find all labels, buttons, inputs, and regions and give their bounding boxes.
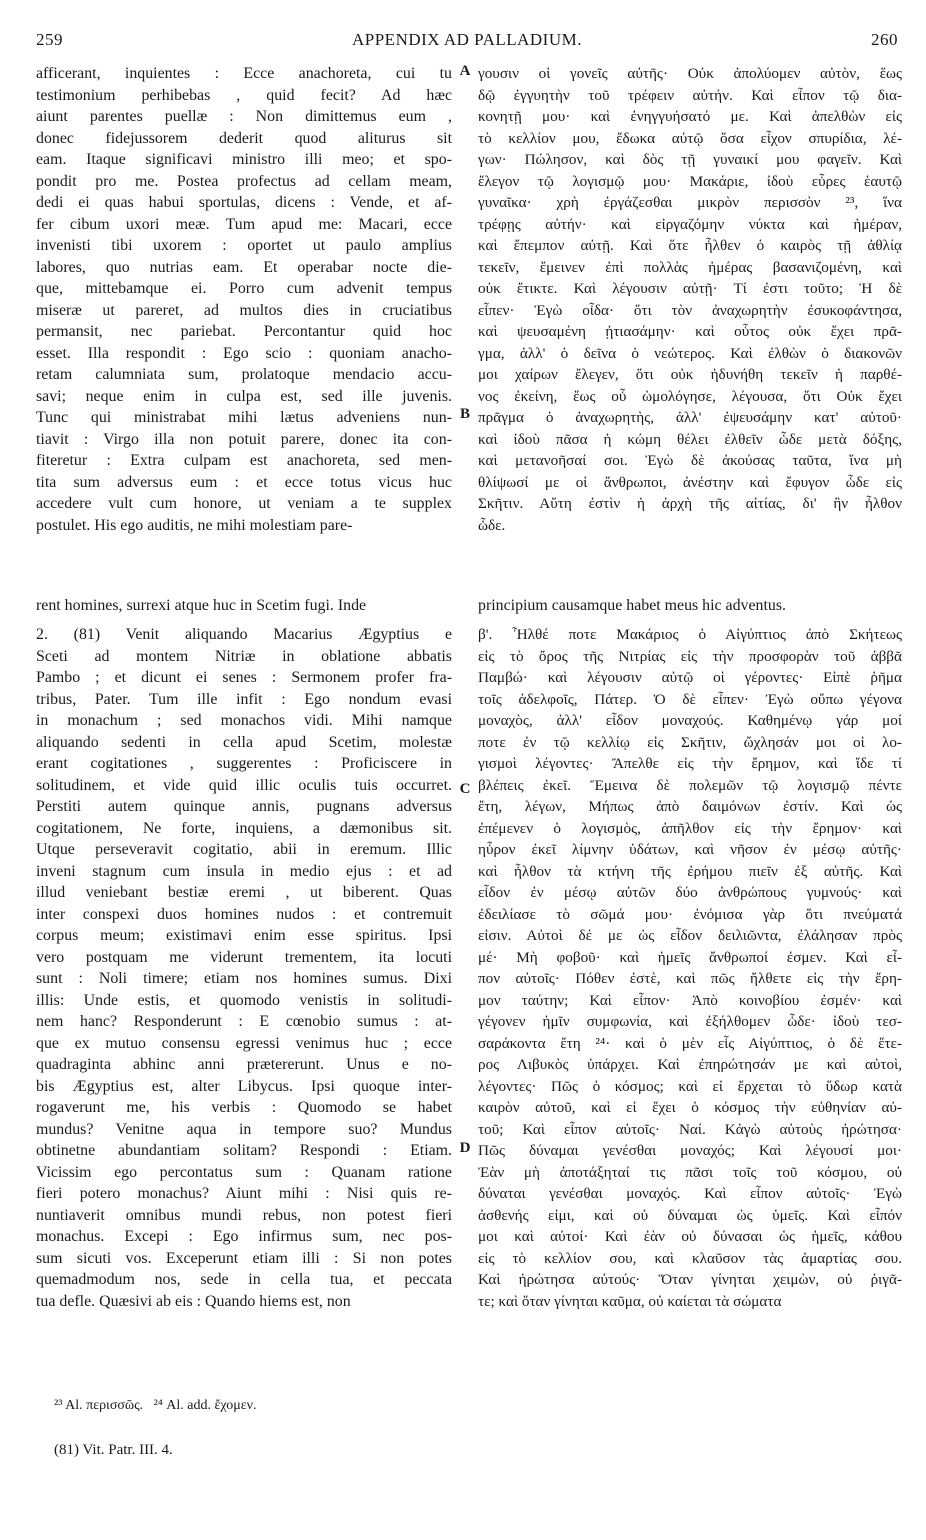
greek-column-bottom [478, 624, 902, 1312]
latin-text-line: illud veniebant bestiæ eremi , ut biberent. Quas [36, 884, 452, 901]
latin-text-line: tita sum adversus eum : et ecce totus vicus huc [36, 473, 452, 491]
latin-text-line: aiunt parentes puellæ : Non dimittemus eum , [36, 108, 452, 125]
latin-text-line: donec fidejussorem dederit quod aliturus sit [36, 129, 452, 147]
greek-text-line: ρος Λιβυκὸς ὑπάρχει. Καὶ ἐπηρώτησάν με καὶ αὐτοὶ, [478, 1056, 902, 1073]
latin-text-line: Vicissim ego percontatus sum : Quanam ratione [36, 1163, 452, 1181]
greek-text-line: γων· Πώλησον, καὶ δὸς τῇ γυναικί μου φαγεῖν. Καὶ [478, 151, 902, 168]
greek-text-line: Πῶς δύναμαι γενέσθαι μοναχός; Καὶ λέγουσί μοι· [478, 1142, 902, 1159]
latin-text-line: inveni stagnum cum insula in medio ejus : et ad [36, 862, 452, 880]
greek-text-line: μοναχὸς, ἀλλ' εἶδον μοναχούς. Καθημένῳ γάρ μοί [478, 712, 902, 729]
greek-text-line: γισμοὶ λέγοντες· Ἄπελθε εἰς τὴν ἔρημον, καὶ ἴδε τί [478, 755, 902, 772]
latin-text-line: pondit pro me. Postea profectus ad cellam meam, [36, 172, 452, 190]
greek-text-line: τεκεῖν, ἔμεινεν ἐπὶ πολλὰς ἡμέρας βασανιζομένη, καὶ [478, 258, 902, 276]
latin-text-line: illis: Unde estis, et quomodo venistis in solitudi- [36, 991, 452, 1009]
page-number-left: 259 [36, 30, 63, 49]
greek-text-line: ἔτη, λέγων, Μήπως ἀπὸ δαιμόνων ἐστίν. Καὶ ὡς [478, 798, 902, 815]
latin-text-line: eam. Itaque significavi ministro illi meo; et spo- [36, 151, 452, 168]
greek-text-line: τοῦ; Καὶ εἶπον αὐτοῖς· Ναί. Κἀγὼ αὐτοὺς ἠρώτησα· [478, 1120, 902, 1138]
latin-text-line: vero postquam me viderunt trementem, ita locuti [36, 948, 452, 966]
margin-marker-b: B [459, 406, 470, 422]
greek-text-line: νος ἐκείνη, ἕως οὗ ὡμολόγησε, λέγουσα, ὅτι Οὐκ ἔχει [478, 387, 902, 405]
greek-text-line: Σκῆτιν. Αὕτη ἐστὶν ἡ ἀρχὴ τῆς αἰτίας, δι' ἣν ἦλθον [478, 495, 902, 512]
greek-text-line: εἶπεν· Ἐγὼ οἶδα· ὅτι τὸν ἀναχωρητὴν ἐσυκοφάντησα, [478, 301, 902, 319]
greek-text-line: βλέπεις ἐκεῖ. Ἔμεινα δὲ πολεμῶν τῷ λογισμῷ πέντε [478, 776, 902, 794]
greek-text-line: μέ· Μὴ φοβοῦ· καὶ ἡμεῖς ἄνθρωποί ἐσμεν. Καὶ εἶ- [478, 948, 902, 966]
latin-text-line: que ex mutuo consensu egressi venimus huc ; ecce [36, 1034, 452, 1052]
latin-text-line: fieri potero monachus? Aiunt mihi : Nisi quis re- [36, 1185, 452, 1202]
latin-text-line: dedi ei quas habui sportulas, dicens : Vende, et af- [36, 194, 452, 211]
latin-text-line: Utque perseveravit cogitatio, abii in eremum. Illic [36, 841, 452, 858]
latin-text-line: esset. Illa respondit : Ego scio : quoniam anacho- [36, 344, 452, 362]
latin-text-line: testimonium perhibebas , quid fecit? Ad hæc [36, 86, 452, 104]
greek-text-line: ἀσθενής εἰμι, καὶ οὐ δύναμαι ὡς ὑμεῖς. Καὶ εἶπόν [478, 1206, 902, 1224]
running-header [36, 30, 898, 56]
greek-text-line: οὐκ ἔτικτε. Καὶ λέγουσιν αὐτῇ· Τί ἐστι τοῦτο; Ἡ δὲ [478, 280, 902, 297]
latin-text-line: labores, quo nutrias eam. Et operabar nocte die- [36, 258, 452, 276]
greek-text-line: Παμβώ· καὶ λέγουσιν αὐτῷ οἱ γέροντες· Εἰπὲ ῥῆμα [478, 669, 902, 686]
latin-text-line: retam calumniata sum, prolatoque mendacio accu- [36, 366, 452, 383]
latin-text-line: tribus, Pater. Tum ille infit : Ego nondum evasi [36, 690, 452, 708]
latin-text-line: inter conspexi duos homines nudos : et contremuit [36, 905, 452, 923]
greek-text-line: γουσιν οἱ γονεῖς αὐτῆς· Οὐκ ἀπολύομεν αὐτὸν, ἕως [478, 65, 902, 82]
greek-text-line: τὸ κελλίον μου, ἔδωκα αὐτῷ ὅσα εἶχον σπυρίδια, λέ- [478, 129, 902, 147]
greek-text-line: δύναται γενέσθαι μοναχός. Καὶ εἶπον αὐτοῖς· Ἐγὼ [478, 1185, 902, 1202]
latin-text-line: fiteretur : Extra culpam est anachoreta, sed men- [36, 452, 452, 469]
footnote-variants: ²³ Al. περισσῶς. ²⁴ Al. add. ἔχομεν. [54, 1398, 257, 1413]
greek-text-line: τρέφῃς αὐτήν· καὶ εἰργαζόμην νύκτα καὶ ἡμέραν, [478, 215, 902, 233]
latin-text-line: permansit, nec pariebat. Percontantur quid hoc [36, 323, 452, 340]
greek-text-line: μοι χαίρων ἔλεγεν, ὅτι οὐκ ἠδυνήθη τεκεῖν ἡ παρθέ- [478, 366, 902, 383]
margin-marker-c: C [459, 781, 471, 797]
latin-text-line: Pambo ; et dicunt ei senes : Sermonem profer fra- [36, 669, 452, 686]
greek-text-line: Καὶ ἠρώτησα αὐτούς· Ὅταν γίνηται χειμὼν, οὐ ῥιγᾶ- [478, 1271, 902, 1288]
greek-text-line: μοι καὶ αὐτοί· Καὶ ἐὰν οὐ δύνασαι ὡς ἡμεῖς, κάθου [478, 1228, 902, 1245]
greek-text-line: γέγονεν ἡμῖν συμφωνία, καὶ ἐξήλθομεν ὧδε· ἰδοὺ τεσ- [478, 1013, 902, 1030]
latin-text-line: nem hanc? Responderunt : E cœnobio sumus : at- [36, 1013, 452, 1030]
latin-text-line: erant cogitationes , suggerentes : Proficiscere in [36, 755, 452, 772]
latin-text-line: in monachum ; sed monachos vidi. Mihi namque [36, 712, 452, 729]
latin-text-line: cogitationem, Ne forte, inquiens, a dæmonibus sit. [36, 819, 452, 837]
greek-text-line: ἔλεγον τῷ λογισμῷ μου· Μακάριε, ἰδοὺ εὗρες ἑαυτῷ [478, 172, 902, 190]
greek-text-line: σαράκοντα ἔτη ²⁴· καὶ ὁ μὲν εἷς Αἰγύπτιος, ὁ δὲ ἕτε- [478, 1034, 902, 1052]
greek-text-line: κονητῇ μου· καὶ ἐνηγγυήσατό με. Καὶ ἀπελθὼν εἰς [478, 108, 902, 125]
margin-marker-a: A [459, 63, 471, 79]
greek-text-line: καὶ ψευσαμένη ᾐτιασάμην· καὶ οὗτος οὐκ ἔχει πρᾶ- [478, 323, 902, 340]
greek-text-line: καὶ ἔπεμπον αὐτῇ. Καὶ ὅτε ἦλθεν ὁ καιρὸς τῇ ἀθλίᾳ [478, 237, 902, 254]
latin-text-line: bis Ægyptius est, alter Libycus. Ipsi quoque inter- [36, 1077, 452, 1095]
latin-text-line: accedere vult cum honore, ut veniam a te supplex [36, 495, 452, 512]
latin-text-line: tiavit : Virgo illa non potuit parere, donec ita con- [36, 430, 452, 448]
greek-text-line: ηὗρον ἐκεῖ λίμνην ὑδάτων, καὶ νῆσον ἐν μέσῳ αὐτῆς· [478, 841, 902, 858]
latin-text-line: monachus. Excepi : Ego infirmus sum, nec pos- [36, 1228, 452, 1245]
greek-text-line: Ἐὰν μὴ ἀποτάξηταί τις πᾶσι τοῖς τοῦ κόσμου, οὐ [478, 1163, 902, 1181]
greek-text-line: μον ταύτην; Καὶ εἶπον· Ἀπὸ κοινοβίου ἐσμέν· καὶ [478, 991, 902, 1009]
latin-text-line: Perstiti autem quinque annis, pugnans adversus [36, 798, 452, 815]
latin-column-bottom [36, 624, 452, 1312]
latin-text-line: nuntiaverit omnibus mundi rebus, non potest fieri [36, 1206, 452, 1224]
greek-text-line: ἐδειλίασε τὸ σῶμά μου· ἐνόμισα γὰρ ὅτι πνεύματά [478, 905, 902, 923]
latin-text-line: Sceti ad montem Nitriæ in oblatione abbatis [36, 647, 452, 665]
greek-text-line: εἶδον ἐν μέσῳ αὐτῶν δύο ἀνθρώπους γυμνούς· καὶ [478, 884, 902, 901]
greek-text-line: πρᾶγμα ὁ ἀναχωρητὴς, ἀλλ' ἐψευσάμην κατ' αὐτοῦ· [478, 409, 902, 426]
section-end-line [36, 595, 902, 617]
greek-text-line: γμα, ἀλλ' ὁ δεῖνα ὁ νεώτερος. Καὶ ἐλθὼν ὁ διακονῶν [478, 344, 902, 362]
latin-end-line: rent homines, surrexi atque huc in Scetim fugi. Inde [36, 597, 367, 614]
latin-text-line: tua defle. Quæsivi ab eis : Quando hiems est, non [36, 1292, 351, 1310]
latin-text-line: invenisti tibi uxorem : oportet ut paulo amplius [36, 237, 452, 254]
greek-text-line: ποτε ἐν τῷ κελλίῳ εἰς Σκῆτιν, ὤχλησάν μοι οἱ λο- [478, 733, 902, 751]
latin-text-line: savi; neque enim in culpa est, sed ille juvenis. [36, 387, 452, 405]
latin-text-line: quemadmodum nos, sede in cella tua, et peccata [36, 1271, 452, 1288]
footnote-source: (81) Vit. Patr. III. 4. [54, 1442, 173, 1458]
latin-text-line: afficerant, inquientes : Ecce anachoreta, cui tu [36, 65, 452, 82]
greek-text-line: καιρὸν αὐτοῦ, καὶ εἰ ἔχει ὁ κόσμος τὴν εὐθηνίαν αὐ- [478, 1099, 902, 1116]
greek-text-line: εἰς τὸ κελλίον σου, καὶ κλαῦσον τὰς ἁμαρτίας σου. [478, 1249, 902, 1267]
greek-text-line: δῷ ἐγγυητὴν τοῦ τρέφειν αὐτήν. Καὶ εἶπον τῷ δια- [478, 86, 902, 104]
greek-text-line: καὶ μετανοῆσαί σοι. Ἐγὼ δὲ ἀκούσας ταῦτα, ἵνα μὴ [478, 452, 902, 469]
margin-marker-d: D [459, 1140, 471, 1156]
greek-text-line: ὧδε. [478, 516, 506, 534]
greek-text-line: εἰς τὸ ὄρος τῆς Νιτρίας εἰς τὴν προσφορὰν τοῦ ἀββᾶ [478, 647, 902, 665]
latin-text-line: que, mittebamque ei. Porro cum advenit tempus [36, 280, 452, 297]
latin-text-line: quadraginta abhinc anni prætererunt. Unus e no- [36, 1056, 452, 1073]
latin-text-line: miseræ ut pareret, ad multos dies in cruciatibus [36, 301, 452, 319]
latin-column-top [36, 63, 452, 536]
latin-text-line: Tunc qui ministrabat mihi lætus adveniens nun- [36, 409, 452, 426]
latin-text-line: sunt : Noli timere; etiam nos homines sumus. Dixi [36, 970, 452, 987]
latin-text-line: fer cibum uxori meæ. Tum apud me: Macari, ecce [36, 215, 452, 233]
greek-text-line: θλίψωσί με οἱ ἄνθρωποι, ἀνέστην καὶ ἔφυγον ὧδε εἰς [478, 473, 902, 491]
greek-text-line: λέγοντες· Πῶς ὁ κόσμος; καὶ εἰ ἔρχεται τὸ ὕδωρ κατὰ [478, 1077, 902, 1095]
latin-text-line: 2. (81) Venit aliquando Macarius Ægyptius e [36, 626, 452, 643]
greek-side-latin-line: principium causamque habet meus hic adventus. [478, 597, 787, 614]
greek-column-top [478, 63, 902, 536]
greek-text-line: τε; καὶ ὅταν γίνηται καῦμα, οὐ καίεται τὰ σώματα [478, 1292, 782, 1310]
greek-text-line: β'. Ἦλθέ ποτε Μακάριος ὁ Αἰγύπτιος ἀπὸ Σκήτεως [478, 626, 902, 643]
latin-text-line: solitudinem, et vide quid illic oculis tuis occurret. [36, 776, 452, 794]
greek-text-line: ἐπέμενεν ὁ λογισμὸς, ἀπῆλθον εἰς τὴν ἔρημον· καὶ [478, 819, 902, 837]
page-number-right: 260 [871, 30, 898, 49]
greek-text-line: γυναῖκα· χρὴ ἐργάζεσθαι μικρὸν περισσὸν ²³, ἵνα [478, 194, 902, 211]
running-title: APPENDIX AD PALLADIUM. [352, 30, 582, 49]
latin-text-line: mundus? Venitne aqua in tempore suo? Mundus [36, 1120, 452, 1138]
greek-text-line: καὶ ἰδοὺ πᾶσα ἡ κώμη θέλει ἐλθεῖν ὧδε μετὰ δόξης, [478, 430, 902, 448]
latin-text-line: sum sicuti vos. Exceperunt etiam illi : Si non potes [36, 1249, 452, 1267]
greek-text-line: τοῖς ἀδελφοῖς, Πάτερ. Ὁ δὲ εἶπεν· Ἐγὼ οὔπω γέγονα [478, 690, 902, 708]
latin-text-line: aliquando sedenti in cella apud Scetim, molestæ [36, 733, 452, 751]
latin-text-line: corpus meum; existimavi enim esse spiritus. Ipsi [36, 927, 452, 944]
latin-text-line: postulet. His ego auditis, ne mihi molestiam pare- [36, 516, 353, 534]
latin-text-line: obtinetne abundantiam solitam? Respondi : Etiam. [36, 1142, 452, 1159]
latin-text-line: rogaverunt me, his verbis : Quomodo se habet [36, 1099, 452, 1116]
greek-text-line: εἰσιν. Αὐτοὶ δέ με ὡς εἶδον δειλιῶντα, ἐλάλησαν πρὸς [478, 927, 902, 944]
greek-text-line: καὶ ἦλθον τὰ κτήνη τῆς ἐρήμου πιεῖν ἐξ αὐτῆς. Καὶ [478, 862, 902, 880]
greek-text-line: πον αὐτοῖς· Πόθεν ἐστὲ, καὶ πῶς ἤλθετε εἰς τὴν ἔρη- [478, 970, 902, 987]
